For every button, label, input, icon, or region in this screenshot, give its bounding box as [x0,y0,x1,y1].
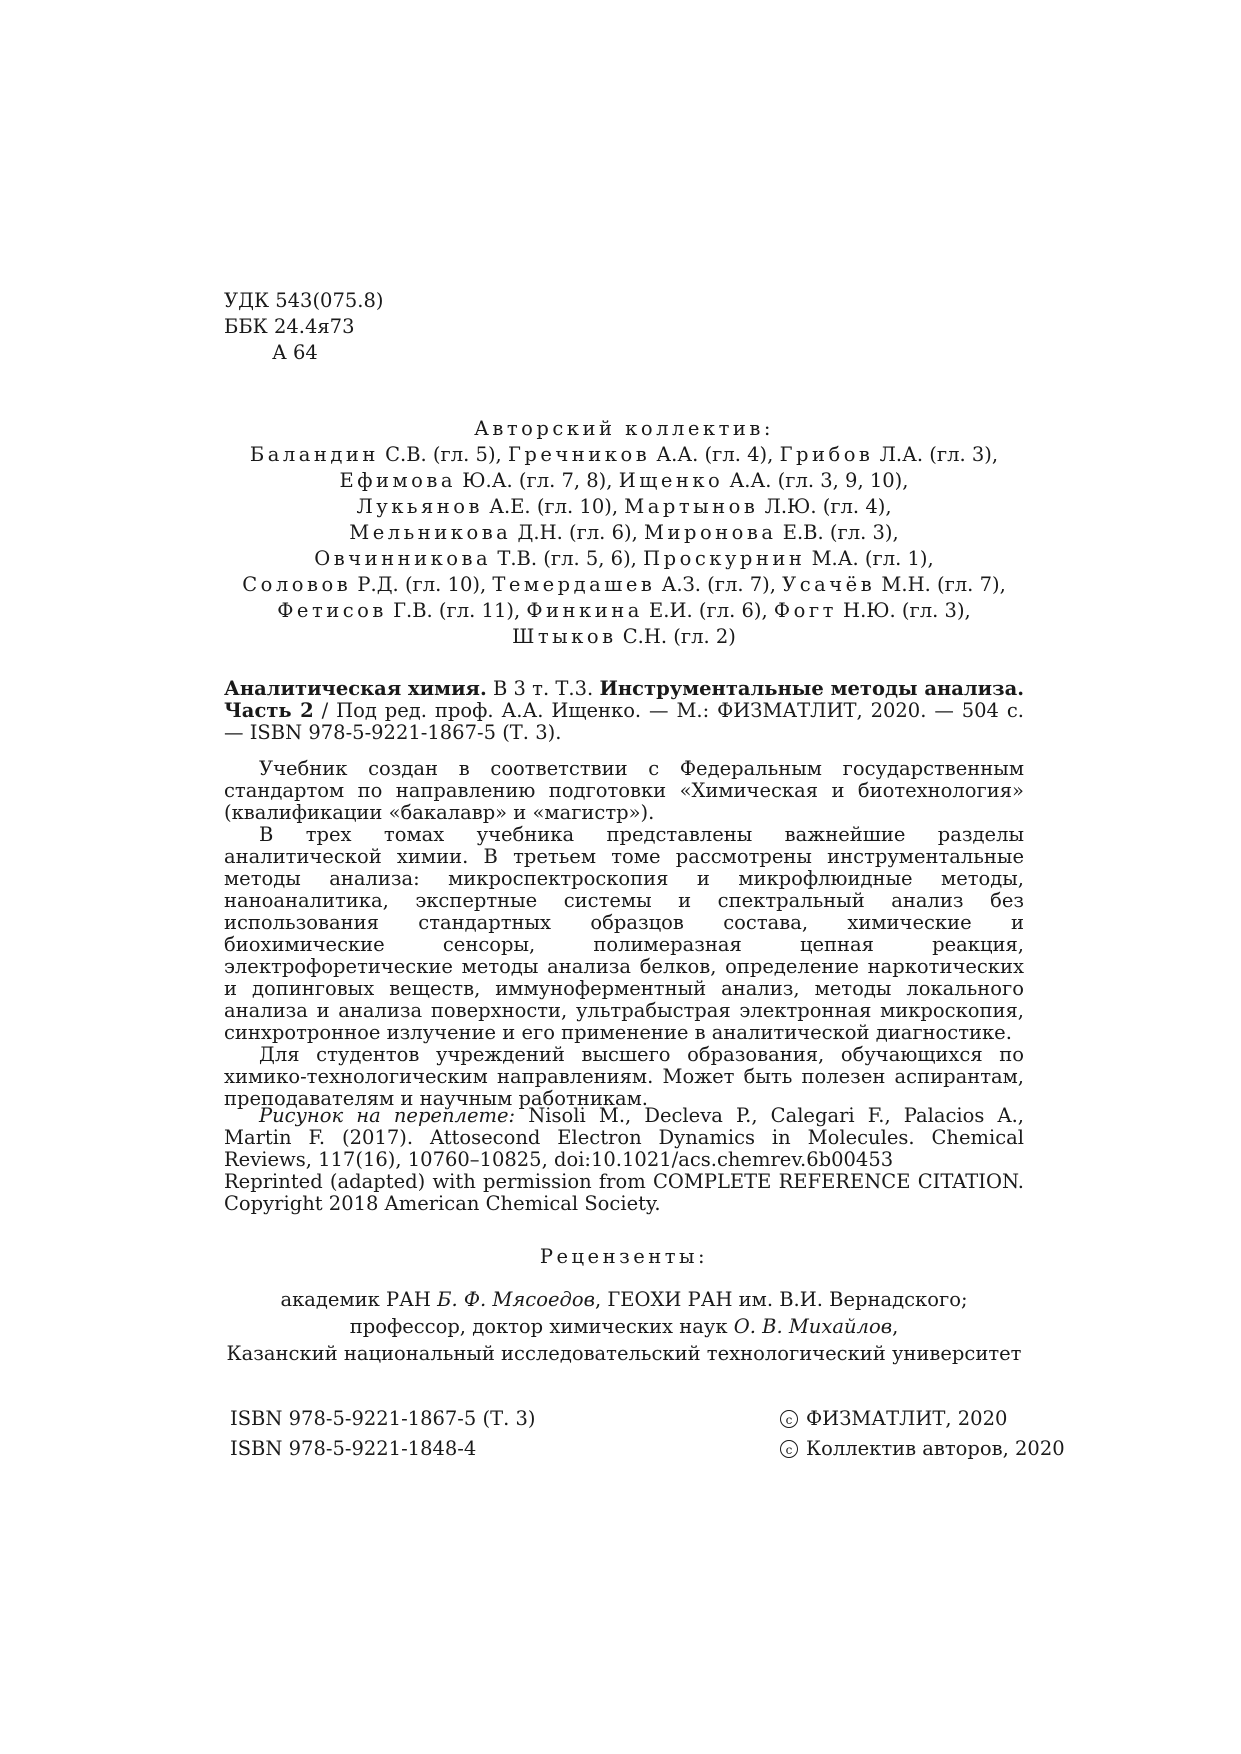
author-surname: Баландин [249,443,379,466]
author-line [224,468,1024,494]
author-surname: Лукьянов [356,495,484,518]
book-title: Аналитическая химия. [224,677,487,700]
cover-citation: Nisoli M., Decleva P., Calegari F., Palacios A., Martin F. (2017). Attosecond Electron Dynamics in Molecules. Chemical Reviews, 117(16), 10760–10825, doi:10.1021/acs.chemrev.6b00453 [224,1104,1025,1171]
author-surname: Усачёв [782,573,876,596]
author-initials-chapters: А.З. (гл. 7), [655,573,783,596]
reviewer-1 [224,1286,1024,1313]
author-initials-chapters: М.А. (гл. 1), [805,547,934,570]
author-surname: Миронова [644,521,777,544]
annotation-paragraph: Учебник создан в соответствии с Федеральным государственным стандартом по направлению подготовки «Химическая и биотехнология» (квалификации «бакалавр» и «магистр»). [224,757,1024,824]
author-line [224,572,1024,598]
author-line [224,520,1024,546]
author-initials-chapters: Г.В. (гл. 11), [386,599,527,622]
author-initials-chapters: М.Н. (гл. 7), [875,573,1006,596]
annotation-paragraph: Для студентов учреждений высшего образования, обучающихся по химико-технологическим направлениям. Может быть полезен аспирантам, преподавателям и научным работникам. [224,1043,1024,1110]
reviewer-1-name: Б. Ф. Мясоедов [437,1288,595,1311]
bibliographic-record [224,678,1024,744]
copyright-publisher [780,1404,1065,1434]
isbn-volume: ISBN 978-5-9221-1867-5 (Т. 3) [230,1407,536,1430]
author-line [224,598,1024,624]
author-surname: Проскурнин [643,547,806,570]
author-surname: Мартынов [624,495,759,518]
author-initials-chapters: А.А. (гл. 4), [650,443,780,466]
author-initials-chapters: А.Е. (гл. 10), [483,495,625,518]
author-surname: Финкина [526,599,643,622]
authors-heading: Авторский коллектив: [474,417,774,440]
author-surname: Соловов [242,573,352,596]
isbn-block [230,1404,536,1464]
publication-details: / Под ред. проф. А.А. Ищенко. — М.: ФИЗМАТЛИТ, 2020. — 504 с. — ISBN 978-5-9221-1867-5 (Т. 3). [224,699,1024,744]
author-surname: Фетисов [277,599,387,622]
author-initials-chapters: Е.В. (гл. 3), [776,521,899,544]
author-initials-chapters: Л.Ю. (гл. 4), [758,495,892,518]
authors-block [224,416,1024,650]
reviewers-list [224,1286,1024,1367]
bbk-code: ББК 24.4я73 [224,315,355,338]
author-surname: Фогт [773,599,837,622]
author-initials-chapters: А.А. (гл. 3, 9, 10), [723,469,909,492]
reviewer-1-affiliation: , ГЕОХИ РАН им. В.И. Вернадского; [594,1288,968,1311]
copyright-icon: c [780,1410,798,1428]
author-surname: Овчинникова [314,547,492,570]
author-initials-chapters: Т.В. (гл. 5, 6), [491,547,644,570]
classification-block [224,288,384,366]
udk-code: УДК 543(075.8) [224,289,384,312]
author-mark: А 64 [272,341,318,364]
cover-label: Рисунок на переплете: [259,1104,516,1127]
reviewers-heading: Рецензенты: [539,1245,709,1268]
copyright-icon: c [780,1440,798,1458]
annotation [224,758,1024,1110]
author-surname: Штыков [512,625,617,648]
author-initials-chapters: Н.Ю. (гл. 3), [836,599,971,622]
author-line [224,624,1024,650]
author-initials-chapters: Ю.А. (гл. 7, 8), [456,469,619,492]
copyright-block [780,1404,1065,1464]
annotation-paragraph: В трех томах учебника представлены важнейшие разделы аналитической химии. В третьем томе рассмотрены инструментальные методы анализа: микроспектроскопия и микрофлюидные методы, наноаналитика, экспертные системы и спектральный анализ без использования стандартных образцов состава, химические и биохимические сенсоры, полимеразная цепная реакция, электрофоретические методы анализа белков, определение наркотических и допинговых веществ, иммуноферментный анализ, методы локального анализа и анализа поверхности, ультрабыстрая электронная микроскопия, синхротронное излучение и его применение в аналитической диагностике. [224,823,1024,1044]
cover-permission: Reprinted (adapted) with permission from COMPLETE REFERENCE CITATION. Copyright 2018 American Chemical Society. [224,1170,1024,1215]
author-line [224,442,1024,468]
author-surname: Гречников [507,443,651,466]
book-subtitle: Инструментальные методы анализа. Часть 2 [224,677,1025,722]
reviewer-2-punct: , [892,1315,899,1338]
reviewer-1-title: академик РАН [280,1288,438,1311]
author-initials-chapters: С.Н. (гл. 2) [616,625,736,648]
reviewer-2-affiliation: Казанский национальный исследовательский технологический университет [226,1342,1022,1365]
reviewer-2-name: О. В. Михайлов [733,1315,893,1338]
author-surname: Ефимова [339,469,457,492]
copyright-publisher-text: ФИЗМАТЛИТ, 2020 [806,1407,1008,1430]
author-surname: Ищенко [618,469,724,492]
reviewer-2-title: профессор, доктор химических наук [349,1315,734,1338]
cover-credit [224,1105,1024,1215]
author-surname: Грибов [779,443,874,466]
author-line [224,494,1024,520]
author-initials-chapters: Д.Н. (гл. 6), [511,521,644,544]
author-initials-chapters: Е.И. (гл. 6), [642,599,774,622]
authors-list [224,442,1024,650]
author-initials-chapters: Л.А. (гл. 3), [873,443,999,466]
copyright-authors [780,1434,1065,1464]
isbn-set: ISBN 978-5-9221-1848-4 [230,1437,477,1460]
reviewer-2 [224,1313,1024,1340]
author-line [224,546,1024,572]
author-initials-chapters: Р.Д. (гл. 10), [351,573,493,596]
copyright-authors-text: Коллектив авторов, 2020 [806,1437,1065,1460]
author-surname: Темердашев [492,573,656,596]
author-surname: Мельникова [349,521,512,544]
volume-info: В 3 т. Т.3. [486,677,600,700]
author-initials-chapters: С.В. (гл. 5), [378,443,508,466]
